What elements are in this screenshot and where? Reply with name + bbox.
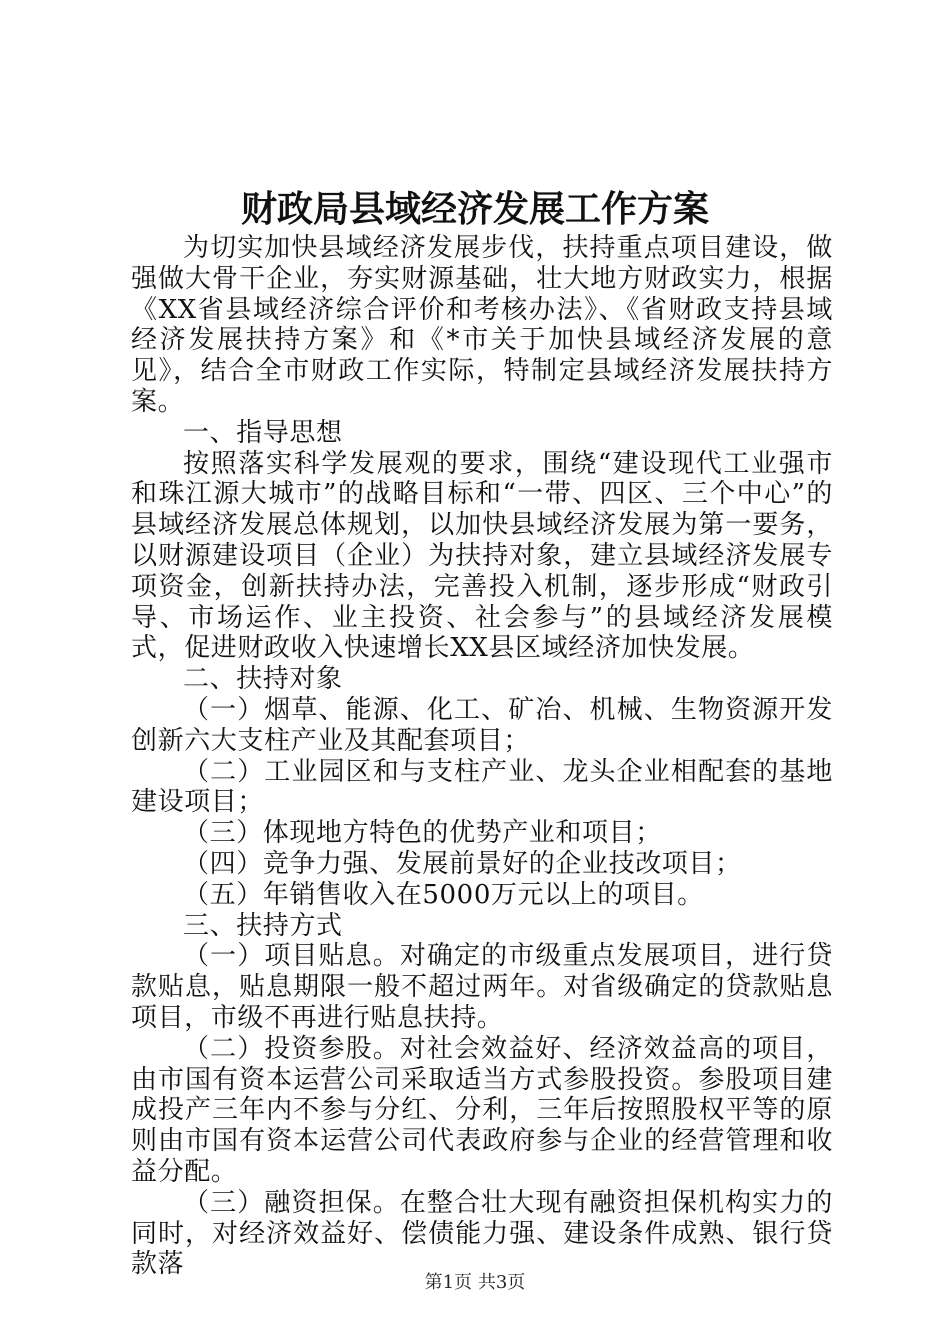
section-heading-support-targets: 二、扶持对象 [183, 664, 343, 695]
paragraph-guiding-ideology: 按照落实科学发展观的要求，围绕“建设现代工业强市和珠江源大城市”的战略目标和“一带、四区、三个中心”的县域经济发展总体规划，以加快县域经济发展为第一要务，以财源建设项目（企业）为扶持对象，建立县域经济发展专项资金，创新扶持办法，完善投入机制，逐步形成“财政引导、市场运作、业主投资、社会参与”的县域经济发展模式，促进财政收入快速增长XX县区域经济加快发展。 [131, 448, 833, 664]
list-item-target-3: （三）体现地方特色的优势产业和项目； [183, 818, 662, 849]
list-item-target-1: （一）烟草、能源、化工、矿冶、机械、生物资源开发创新六大支柱产业及其配套项目； [131, 694, 833, 756]
list-item-method-1: （一）项目贴息。对确定的市级重点发展项目，进行贷款贴息，贴息期限一般不超过两年。对省级确定的贷款贴息项目，市级不再进行贴息扶持。 [131, 941, 833, 1033]
document-body [131, 233, 833, 1280]
list-item-target-4: （四）竞争力强、发展前景好的企业技改项目； [183, 848, 742, 879]
list-item-target-5: （五）年销售收入在5000万元以上的项目。 [183, 879, 704, 910]
list-item-method-2: （二）投资参股。对社会效益好、经济效益高的项目，由市国有资本运营公司采取适当方式参股投资。参股项目建成投产三年内不参与分红、分利，三年后按照股权平等的原则由市国有资本运营公司代表政府参与企业的经营管理和收益分配。 [131, 1033, 833, 1187]
section-heading-support-methods: 三、扶持方式 [183, 910, 343, 941]
document-title: 财政局县域经济发展工作方案 [240, 188, 709, 230]
section-heading-guiding-ideology: 一、指导思想 [183, 417, 343, 448]
page-footer: 第1页 共3页 [424, 1272, 526, 1293]
list-item-method-3: （三）融资担保。在整合壮大现有融资担保机构实力的同时，对经济效益好、偿债能力强、建设条件成熟、银行贷款落 [131, 1187, 833, 1280]
paragraph-intro: 为切实加快县域经济发展步伐，扶持重点项目建设，做强做大骨干企业，夯实财源基础，壮大地方财政实力，根据《XX省县域经济综合评价和考核办法》、《省财政支持县域经济发展扶持方案》和《*市关于加快县域经济发展的意见》，结合全市财政工作实际，特制定县域经济发展扶持方案。 [131, 233, 833, 417]
list-item-target-2: （二）工业园区和与支柱产业、龙头企业相配套的基地建设项目； [131, 756, 833, 818]
